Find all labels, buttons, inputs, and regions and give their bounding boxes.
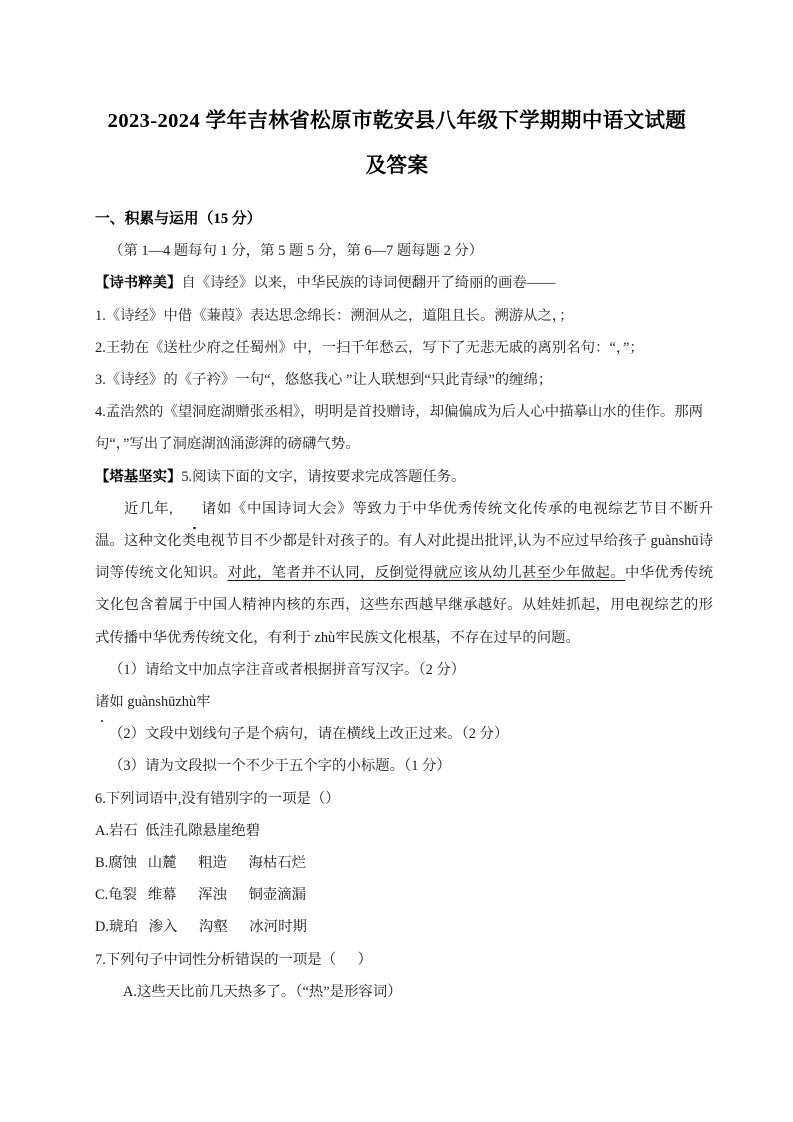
question-2: 2.王勃在《送杜少府之任蜀州》中，一扫千年愁云，写下了无悲无戚的离别名句：“，”； — [95, 339, 644, 356]
question-4-line-2: 句“，”写出了洞庭湖汹涌澎湃的磅礴气势。 — [95, 436, 360, 453]
emphasis-dot-char-zhu: 诸 — [173, 493, 216, 525]
passage-underlined-sentence: 对此，笔者并不认同，反倒觉得就应该从幼儿甚至少年做起。 — [227, 565, 625, 582]
question-7-option-a: A.这些天比前几天热多了。（“热”是形容词） — [123, 983, 402, 1000]
passage-segment-2: 中华优秀传统文化包含着属于中国人精神内核的东西，这些东西越早继承越好。从娃娃抓起，用电视综艺的形式传播中华优秀传统文化，有利于 zhù牢民族文化根基，不存在过早的问题。 — [95, 565, 713, 646]
scoring-note: （第 1—4 题每句 1 分，第 5 题 5 分，第 6—7 题每题 2 分） — [109, 243, 484, 260]
poetry-section-leadin-text: 自《诗经》以来，中华民族的诗词便翻开了绮丽的画卷—— — [181, 275, 556, 292]
sub-question-1: （1）请给文中加点字注音或者根据拼音写汉字。（2 分） — [109, 661, 466, 678]
sub-question-3: （3）请为文段拟一个不少于五个字的小标题。（1 分） — [109, 758, 451, 775]
question-4-line-1: 4.孟浩然的《望洞庭湖赠张丞相》，明明是首投赠诗，却偏偏成为后人心中描摹山水的佳作。那两 — [95, 404, 704, 421]
reading-passage — [95, 493, 713, 654]
question-7-stem: 7.下列句子中词性分析错误的一项是（ ） — [95, 951, 373, 968]
sub-question-1-answer-text: 如 guànshūzhù牢 — [109, 694, 211, 711]
question-1: 1.《诗经》中借《蒹葭》表达思念绵长：溯洄从之，道阻且长。溯游从之，； — [95, 307, 574, 324]
reading-section-prompt: 5.阅读下面的文字，请按要求完成答题任务。 — [181, 468, 466, 485]
emphasis-dot-char-zhu-answer: 诸 — [95, 686, 109, 718]
question-6-option-c: C.龟裂 维幕 浑浊 铜壶滴漏 — [95, 887, 307, 904]
sub-question-2: （2）文段中划线句子是个病句，请在横线上改正过来。（2 分） — [109, 726, 509, 743]
passage-segment-1-post: 如《中国诗词大会》等致力于中华优秀传统文化传承的电视综艺节目不断升温。这种文化类电视节目不少都是针对孩子的。有人对此提出批评,认为不应过早给孩子 guànshū诗词等传统文化知识。 — [95, 500, 713, 582]
question-6-option-b: B.腐蚀 山麓 粗造 海枯石烂 — [95, 855, 307, 872]
sub-question-1-answer-line — [95, 686, 713, 718]
page-title — [62, 99, 732, 189]
question-6-option-a: A.岩石 低洼孔隙悬崖绝碧 — [95, 822, 261, 839]
passage-segment-1-pre: 近几年, — [124, 500, 173, 517]
reading-section-marker: 【塔基坚实】 — [95, 468, 182, 485]
poetry-section-lead — [95, 267, 713, 299]
question-3: 3.《诗经》的《子衿》一句“，悠悠我心 ”让人联想到“只此青绿”的缠绵； — [95, 372, 553, 389]
document-body — [95, 203, 713, 1008]
poetry-section-marker: 【诗书粹美】 — [95, 275, 182, 292]
title-line-2: 及答案 — [365, 155, 429, 177]
question-6-option-d: D.琥珀 渗入 沟壑 冰河时期 — [95, 919, 307, 936]
reading-section-lead — [95, 461, 713, 493]
section-heading: 一、积累与运用（15 分） — [95, 211, 262, 227]
title-line-1: 2023-2024 学年吉林省松原市乾安县八年级下学期期中语文试题 — [107, 110, 687, 132]
question-6-stem: 6.下列词语中,没有错别字的一项是（） — [95, 790, 340, 807]
